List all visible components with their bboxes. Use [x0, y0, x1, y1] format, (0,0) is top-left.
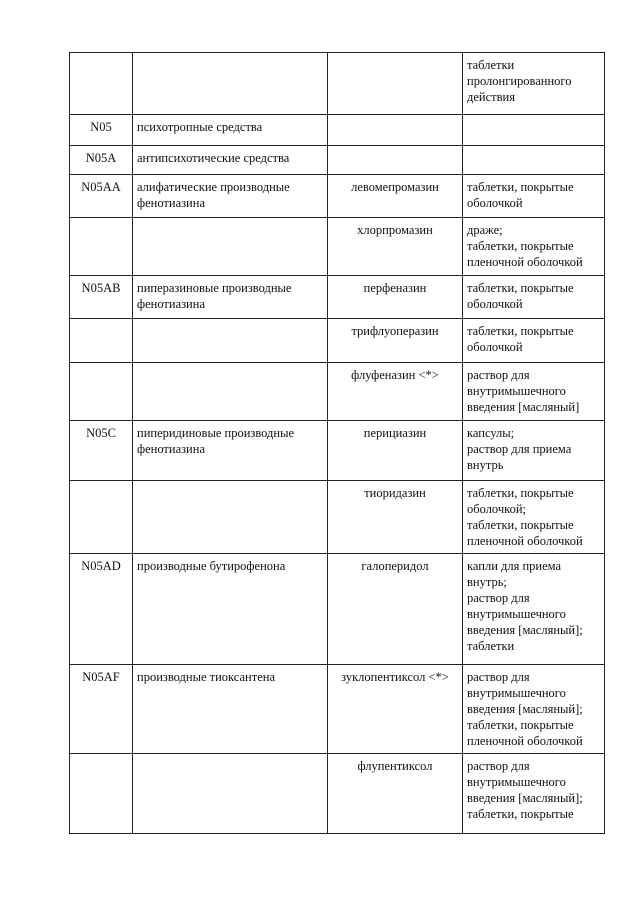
dosage-form-line: раствор для — [467, 759, 530, 773]
dosage-form-line: пленочной оболочкой — [467, 255, 583, 269]
dosage-form-line: внутрь — [467, 458, 504, 472]
dosage-form-line: раствор для — [467, 368, 530, 382]
atc-code-cell — [70, 754, 133, 834]
dosage-form-cell — [463, 319, 605, 363]
dosage-form-line: таблетки, покрытые — [467, 807, 574, 821]
group-name-cell: пиперидиновые производные фенотиазина — [133, 421, 328, 481]
dosage-form-line: введения [масляный] — [467, 400, 580, 414]
table-row — [70, 276, 605, 319]
dosage-form-line: капли для приема — [467, 559, 562, 573]
dosage-form-line: пленочной оболочкой — [467, 734, 583, 748]
atc-code-cell: N05AA — [70, 175, 133, 218]
atc-code-cell — [70, 218, 133, 276]
group-name-cell: психотропные средства — [133, 115, 328, 146]
table-row — [70, 319, 605, 363]
dosage-form-line: таблетки, покрытые — [467, 324, 574, 338]
drug-name-cell: флупентиксол — [328, 754, 463, 834]
drug-name-cell: перициазин — [328, 421, 463, 481]
group-name-cell: антипсихотические средства — [133, 146, 328, 175]
group-name-cell — [133, 754, 328, 834]
table-row — [70, 53, 605, 115]
table-body — [70, 53, 605, 834]
table-row — [70, 665, 605, 754]
dosage-form-line: введения [масляный]; — [467, 702, 583, 716]
dosage-form-line: оболочкой — [467, 297, 523, 311]
drug-name-cell: левомепромазин — [328, 175, 463, 218]
group-name-cell: алифатические производные фенотиазина — [133, 175, 328, 218]
drug-list-table — [69, 52, 605, 834]
dosage-form-line: таблетки, покрытые — [467, 239, 574, 253]
atc-code-cell — [70, 363, 133, 421]
drug-name-cell: трифлуоперазин — [328, 319, 463, 363]
dosage-form-line: внутримышечного — [467, 686, 566, 700]
drug-name-cell: тиоридазин — [328, 481, 463, 554]
dosage-form-line: таблетки, покрытые — [467, 486, 574, 500]
atc-code-cell — [70, 319, 133, 363]
table-row — [70, 554, 605, 665]
group-name-cell — [133, 218, 328, 276]
group-name-cell — [133, 363, 328, 421]
group-name-cell — [133, 481, 328, 554]
drug-name-cell: флуфеназин <*> — [328, 363, 463, 421]
drug-name-cell: зуклопентиксол <*> — [328, 665, 463, 754]
dosage-form-line: введения [масляный]; — [467, 623, 583, 637]
dosage-form-line: раствор для — [467, 670, 530, 684]
drug-name-cell — [328, 53, 463, 115]
group-name-cell: производные бутирофенона — [133, 554, 328, 665]
dosage-form-cell — [463, 115, 605, 146]
atc-code-cell: N05AB — [70, 276, 133, 319]
dosage-form-line: оболочкой; — [467, 502, 526, 516]
dosage-form-cell — [463, 146, 605, 175]
dosage-form-cell — [463, 276, 605, 319]
group-name-cell — [133, 319, 328, 363]
drug-name-cell — [328, 115, 463, 146]
table-row — [70, 363, 605, 421]
atc-code-cell — [70, 481, 133, 554]
atc-code-cell: N05A — [70, 146, 133, 175]
dosage-form-line: оболочкой — [467, 196, 523, 210]
group-name-cell — [133, 53, 328, 115]
dosage-form-line: введения [масляный]; — [467, 791, 583, 805]
table-row — [70, 218, 605, 276]
dosage-form-line: пленочной оболочкой — [467, 534, 583, 548]
drug-name-cell: хлорпромазин — [328, 218, 463, 276]
dosage-form-line: внутримышечного — [467, 384, 566, 398]
atc-code-cell: N05C — [70, 421, 133, 481]
dosage-form-line: таблетки, покрытые — [467, 718, 574, 732]
table-row — [70, 481, 605, 554]
group-name-cell: пиперазиновые производные фенотиазина — [133, 276, 328, 319]
dosage-form-line: действия — [467, 90, 515, 104]
dosage-form-line: пролонгированного — [467, 74, 572, 88]
dosage-form-cell — [463, 218, 605, 276]
dosage-form-line: таблетки — [467, 639, 515, 653]
dosage-form-line: таблетки — [467, 58, 515, 72]
table-row — [70, 115, 605, 146]
drug-name-cell: галоперидол — [328, 554, 463, 665]
drug-name-cell: перфеназин — [328, 276, 463, 319]
table-row — [70, 146, 605, 175]
atc-code-cell — [70, 53, 133, 115]
dosage-form-line: таблетки, покрытые — [467, 518, 574, 532]
dosage-form-cell — [463, 363, 605, 421]
group-name-cell: производные тиоксантена — [133, 665, 328, 754]
dosage-form-cell — [463, 421, 605, 481]
dosage-form-line: таблетки, покрытые — [467, 281, 574, 295]
atc-code-cell: N05AF — [70, 665, 133, 754]
dosage-form-line: внутрь; — [467, 575, 507, 589]
dosage-form-line: драже; — [467, 223, 503, 237]
atc-code-cell: N05AD — [70, 554, 133, 665]
dosage-form-cell — [463, 53, 605, 115]
table-row — [70, 421, 605, 481]
table-row — [70, 754, 605, 834]
dosage-form-cell — [463, 554, 605, 665]
dosage-form-cell — [463, 665, 605, 754]
dosage-form-line: внутримышечного — [467, 607, 566, 621]
dosage-form-line: таблетки, покрытые — [467, 180, 574, 194]
dosage-form-line: оболочкой — [467, 340, 523, 354]
table-row — [70, 175, 605, 218]
atc-code-cell: N05 — [70, 115, 133, 146]
dosage-form-cell — [463, 754, 605, 834]
dosage-form-cell — [463, 481, 605, 554]
dosage-form-line: раствор для — [467, 591, 530, 605]
dosage-form-line: раствор для приема — [467, 442, 572, 456]
dosage-form-cell — [463, 175, 605, 218]
dosage-form-line: капсулы; — [467, 426, 515, 440]
drug-name-cell — [328, 146, 463, 175]
dosage-form-line: внутримышечного — [467, 775, 566, 789]
